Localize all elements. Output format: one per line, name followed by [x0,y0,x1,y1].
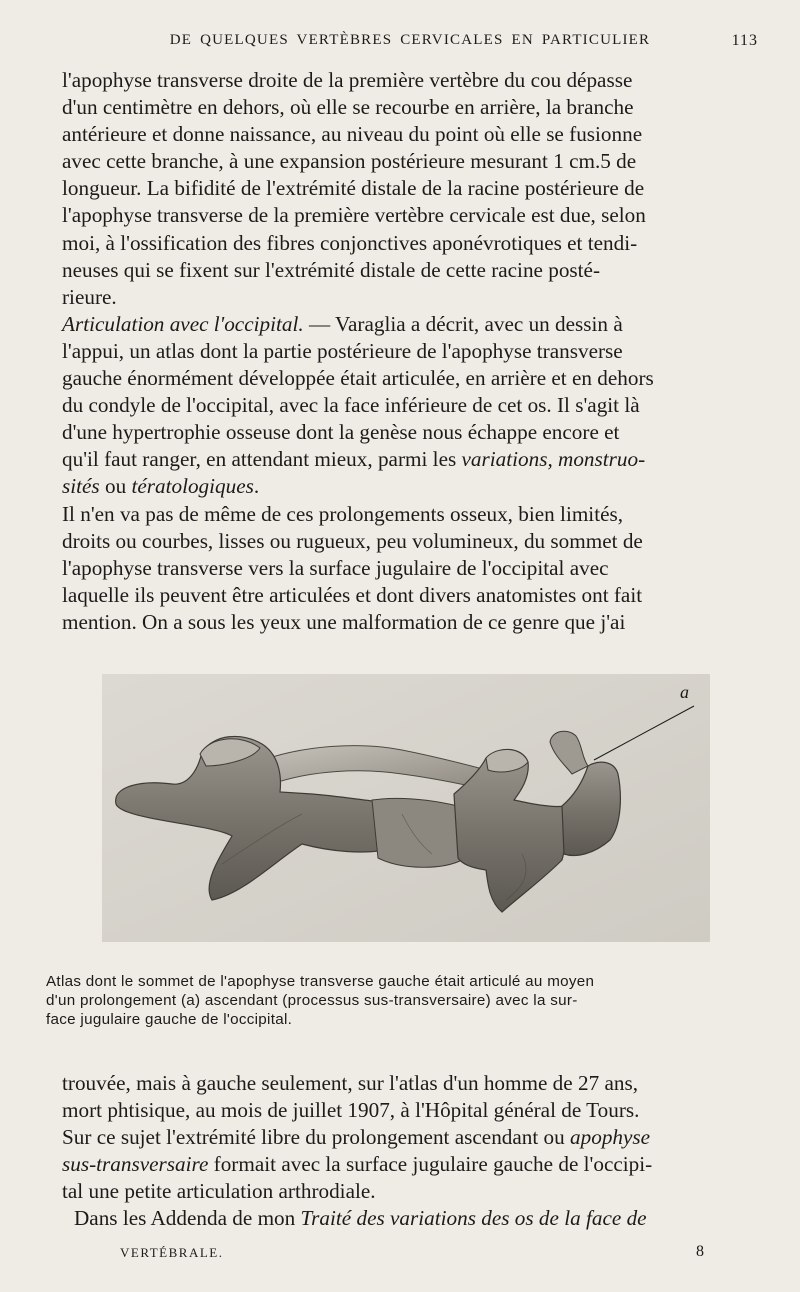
text-line: droits ou courbes, lisses ou rugueux, peu volumineux, du sommet de [62,528,643,553]
text-line: avec cette branche, à une expansion postérieure mesurant 1 cm.5 de [62,149,637,174]
section-heading: Articulation avec l'occipital. [62,311,304,336]
text-span: qu'il faut ranger, en attendant mieux, parmi les [62,447,462,472]
text-line: gauche énormément développée était articulée, en arrière et en dehors [62,366,654,391]
figure-label-a: a [680,682,689,702]
footer-number: 8 [696,1243,704,1260]
italic-term: sus-transversaire [62,1152,209,1177]
text-line [62,1205,758,1232]
italic-term: variations, monstruo- [461,447,646,472]
text-line [62,1151,758,1178]
running-head [60,32,760,52]
body-text-top [62,67,758,636]
caption-line: d'un prolongement (a) ascendant (processus sus-transversaire) avec la sur- [46,992,578,1009]
text-line: tal une petite articulation arthrodiale. [62,1179,376,1204]
atlas-figure [102,674,710,942]
text-line: du condyle de l'occipital, avec la face inférieure de cet os. Il s'agit là [62,393,640,418]
text-line: Il n'en va pas de même de ces prolongements osseux, bien limités, [62,501,624,526]
text-line: l'apophyse transverse vers la surface jugulaire de l'occipital avec [62,555,609,580]
page-number: 113 [731,32,758,49]
text-line: mention. On a sous les yeux une malformation de ce genre que j'ai [62,609,626,634]
text-span: formait avec la surface jugulaire gauche de l'occipi- [208,1152,653,1177]
caption-line: Atlas dont le sommet de l'apophyse transverse gauche était articulé au moyen [46,973,595,990]
text-line [62,473,758,500]
anterior-arch [372,798,462,867]
text-line: rieure. [62,284,117,309]
text-line: d'un centimètre en dehors, où elle se recourbe en arrière, la branche [62,95,634,120]
text-span: ou [99,474,132,499]
text-line: longueur. La bifidité de l'extrémité distale de la racine postérieure de [62,176,645,201]
text-line: trouvée, mais à gauche seulement, sur l'atlas d'un homme de 27 ans, [62,1071,639,1095]
text-span: Dans les Addenda de mon [74,1206,301,1231]
text-line: mort phtisique, au mois de juillet 1907, à l'Hôpital général de Tours. [62,1098,640,1123]
text-line: laquelle ils peuvent être articulées et dont divers anatomistes ont fait [62,582,643,607]
text-line: l'apophyse transverse droite de la première vertèbre du cou dépasse [62,68,633,92]
text-span: Sur ce sujet l'extrémité libre du prolongement ascendant ou [62,1125,571,1150]
caption-line: face jugulaire gauche de l'occipital. [46,1011,293,1028]
text-line: antérieure et donne naissance, au niveau du point où elle se fusionne [62,122,643,147]
text-line [62,446,758,473]
text-line: d'une hypertrophie osseuse dont la genèse nous échappe encore et [62,420,620,445]
text-line: l'apophyse transverse de la première vertèbre cervicale est due, selon [62,203,646,228]
footer-signature: VERTÉBRALE. [120,1245,224,1260]
figure-caption [46,972,766,1029]
italic-term: tératologiques [131,474,254,499]
italic-title: Traité des variations des os de la face de [300,1206,647,1231]
italic-term: apophyse [570,1125,651,1150]
text-line [62,1124,758,1151]
text-line: l'appui, un atlas dont la partie postérieure de l'apophyse transverse [62,338,623,363]
text-span: — Varaglia a décrit, avec un dessin à [303,311,623,336]
paragraph-articulation [62,311,758,338]
text-span: . [253,474,260,499]
body-text-bottom [62,1070,758,1233]
running-title: DE QUELQUES VERTÈBRES CERVICALES EN PARTICULIER [169,32,651,48]
atlas-illustration [102,674,710,942]
text-line: neuses qui se fixent sur l'extrémité distale de cette racine posté- [62,257,601,282]
text-line: moi, à l'ossification des fibres conjonctives aponévrotiques et tendi- [62,230,638,255]
italic-term: sités [62,474,100,499]
